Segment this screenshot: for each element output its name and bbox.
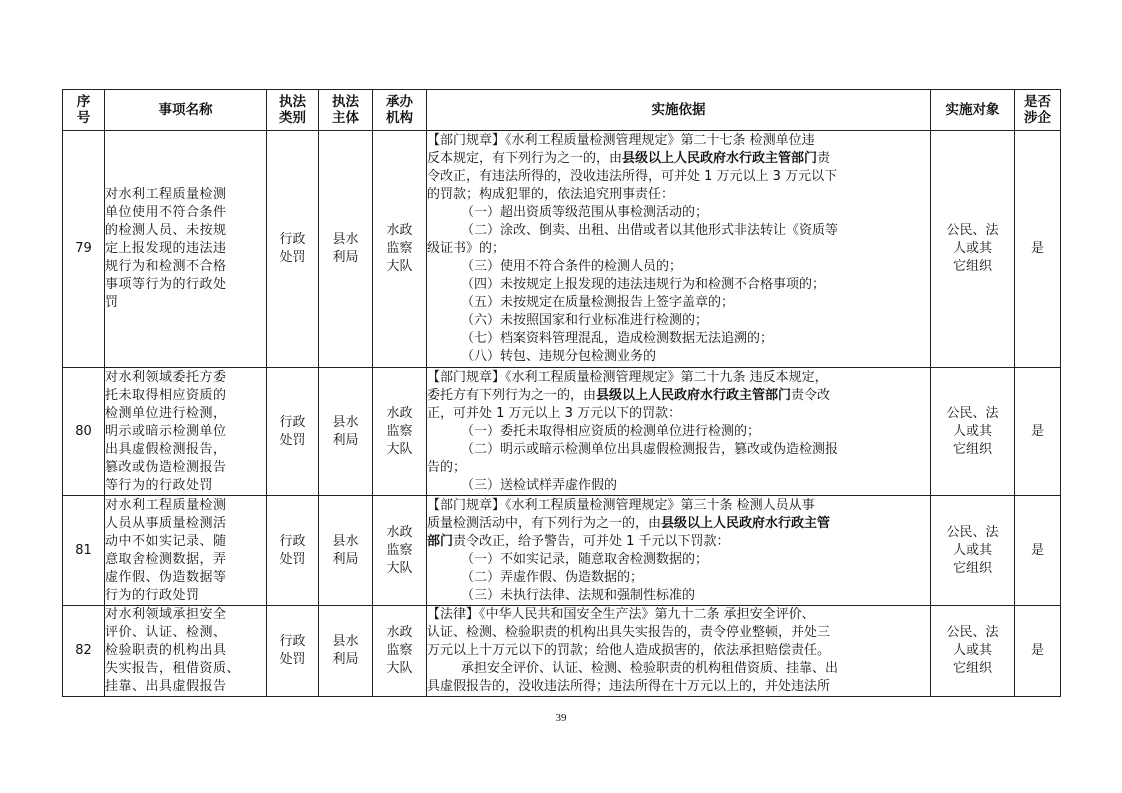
basis-line: 【部门规章】《水利工程质量检测管理规定》第三十条 检测人员从事: [427, 497, 815, 513]
table-row: [63, 131, 1061, 368]
page-number: 39: [555, 712, 567, 724]
basis-line: 反本规定，有下列行为之一的，由县级以上人民政府水行政主管部门责: [427, 151, 831, 166]
implementation-basis: [427, 368, 931, 496]
enforcement-type: 行政 处罚: [267, 368, 319, 496]
basis-line: （四）未按规定上报发现的违法违规行为和检测不合格事项的；: [461, 277, 826, 292]
target-subject: 公民、法 人或其 它组织: [931, 368, 1015, 496]
enforcement-subject: 县水 利局: [319, 368, 373, 496]
header-item-name: 事项名称: [105, 90, 267, 131]
basis-line: （八）转包、违规分包检测业务的: [461, 349, 657, 364]
basis-line: （一）委托未取得相应资质的检测单位进行检测的；: [461, 423, 761, 439]
header-implementation-basis: 实施依据: [427, 90, 931, 131]
row-number: 82: [63, 606, 105, 697]
basis-line: 【部门规章】《水利工程质量检测管理规定》第二十九条 违反本规定，: [427, 369, 828, 385]
handling-org: 水政 监察 大队: [373, 496, 427, 606]
basis-line: 正，可并处 1 万元以上 3 万元以下的罚款：: [427, 405, 682, 421]
implementation-basis: [427, 131, 931, 368]
basis-line: （二）明示或暗示检测单位出具虚假检测报告，篡改或伪造检测报: [461, 441, 839, 457]
basis-line: （一）超出资质等级范围从事检测活动的；: [461, 205, 709, 220]
basis-line: 【部门规章】《水利工程质量检测管理规定》第二十七条 检测单位违: [427, 133, 815, 148]
header-handling-org: 承办 机构: [373, 90, 427, 131]
enforcement-type: 行政 处罚: [267, 606, 319, 697]
table-row: [63, 606, 1061, 697]
row-number: 80: [63, 368, 105, 496]
target-subject: 公民、法 人或其 它组织: [931, 496, 1015, 606]
basis-line: （五）未按规定在质量检测报告上签字盖章的；: [461, 295, 735, 310]
basis-line: （三）送检试样弄虚作假的: [461, 477, 618, 493]
basis-line: （七）档案资料管理混乱，造成检测数据无法追溯的；: [461, 331, 774, 346]
enterprise-related: 是: [1015, 131, 1061, 368]
enterprise-related: 是: [1015, 368, 1061, 496]
header-enforcement-type: 执法 类别: [267, 90, 319, 131]
basis-line: 告的；: [427, 459, 467, 475]
item-name: 对水利领域承担安全 评价、认证、检测、 检验职责的机构出具 失实报告，租借资质、 挂靠、出具虚假报告: [105, 606, 267, 697]
header-enforcement-subject: 执法 主体: [319, 90, 373, 131]
item-name: 对水利工程质量检测 单位使用不符合条件 的检测人员、未按规 定上报发现的违法违 规行为和检测不合格 事项等行为的行政处 罚: [105, 131, 267, 368]
enforcement-subject: 县水 利局: [319, 131, 373, 368]
basis-line: （二）涂改、倒卖、出租、出借或者以其他形式非法转让《资质等: [461, 223, 839, 238]
authority-emphasis: 县级以上人民政府水行政主管: [661, 515, 831, 531]
basis-line: 部门责令改正，给予警告，可并处 1 千元以下罚款：: [427, 533, 730, 549]
basis-line: 【法律】《中华人民共和国安全生产法》第九十二条 承担安全评价、: [427, 607, 815, 622]
header-enterprise-related: 是否 涉企: [1015, 90, 1061, 131]
table-row: [63, 368, 1061, 496]
basis-line: （一）不如实记录，随意取舍检测数据的；: [461, 551, 709, 567]
enforcement-items-table: [62, 89, 1061, 697]
enterprise-related: 是: [1015, 496, 1061, 606]
enforcement-subject: 县水 利局: [319, 496, 373, 606]
row-number: 81: [63, 496, 105, 606]
handling-org: 水政 监察 大队: [373, 368, 427, 496]
basis-line: 认证、检测、检验职责的机构出具失实报告的，责令停业整顿，并处三: [427, 625, 831, 640]
row-number: 79: [63, 131, 105, 368]
basis-line: （三）使用不符合条件的检测人员的；: [461, 259, 683, 274]
basis-line: （三）未执行法律、法规和强制性标准的: [461, 587, 696, 603]
target-subject: 公民、法 人或其 它组织: [931, 131, 1015, 368]
handling-org: 水政 监察 大队: [373, 131, 427, 368]
enforcement-type: 行政 处罚: [267, 496, 319, 606]
implementation-basis: [427, 606, 931, 697]
basis-line: 质量检测活动中，有下列行为之一的，由县级以上人民政府水行政主管: [427, 515, 831, 531]
enforcement-type: 行政 处罚: [267, 131, 319, 368]
authority-emphasis: 部门: [427, 533, 454, 549]
header-target: 实施对象: [931, 90, 1015, 131]
handling-org: 水政 监察 大队: [373, 606, 427, 697]
basis-line: 承担安全评价、认证、检测、检验职责的机构租借资质、挂靠、出: [461, 661, 839, 676]
table-header-row: [63, 90, 1061, 131]
table-row: [63, 496, 1061, 606]
basis-line: 委托方有下列行为之一的，由县级以上人民政府水行政主管部门责令改: [427, 387, 831, 403]
basis-line: 的罚款；构成犯罪的，依法追究刑事责任：: [427, 187, 675, 202]
enterprise-related: 是: [1015, 606, 1061, 697]
header-seq: 序 号: [63, 90, 105, 131]
item-name: 对水利工程质量检测 人员从事质量检测活 动中不如实记录、随 意取舍检测数据，弄 虚作假、伪造数据等 行为的行政处罚: [105, 496, 267, 606]
authority-emphasis: 县级以上人民政府水行政主管部门: [596, 387, 792, 403]
target-subject: 公民、法 人或其 它组织: [931, 606, 1015, 697]
basis-line: 具虚假报告的，没收违法所得；违法所得在十万元以上的，并处违法所: [427, 679, 831, 694]
item-name: 对水利领域委托方委 托未取得相应资质的 检测单位进行检测， 明示或暗示检测单位 出具虚假检测报告， 篡改或伪造检测报告 等行为的行政处罚: [105, 368, 267, 496]
basis-line: 级证书》的；: [427, 241, 506, 256]
enforcement-subject: 县水 利局: [319, 606, 373, 697]
basis-line: （二）弄虚作假、伪造数据的；: [461, 569, 644, 585]
basis-line: 万元以上十万元以下的罚款；给他人造成损害的，依法承担赔偿责任。: [427, 643, 831, 658]
implementation-basis: [427, 496, 931, 606]
basis-line: 令改正，有违法所得的，没收违法所得，可并处 1 万元以上 3 万元以下: [427, 169, 838, 184]
authority-emphasis: 县级以上人民政府水行政主管部门: [622, 151, 818, 166]
basis-line: （六）未按照国家和行业标准进行检测的；: [461, 313, 709, 328]
